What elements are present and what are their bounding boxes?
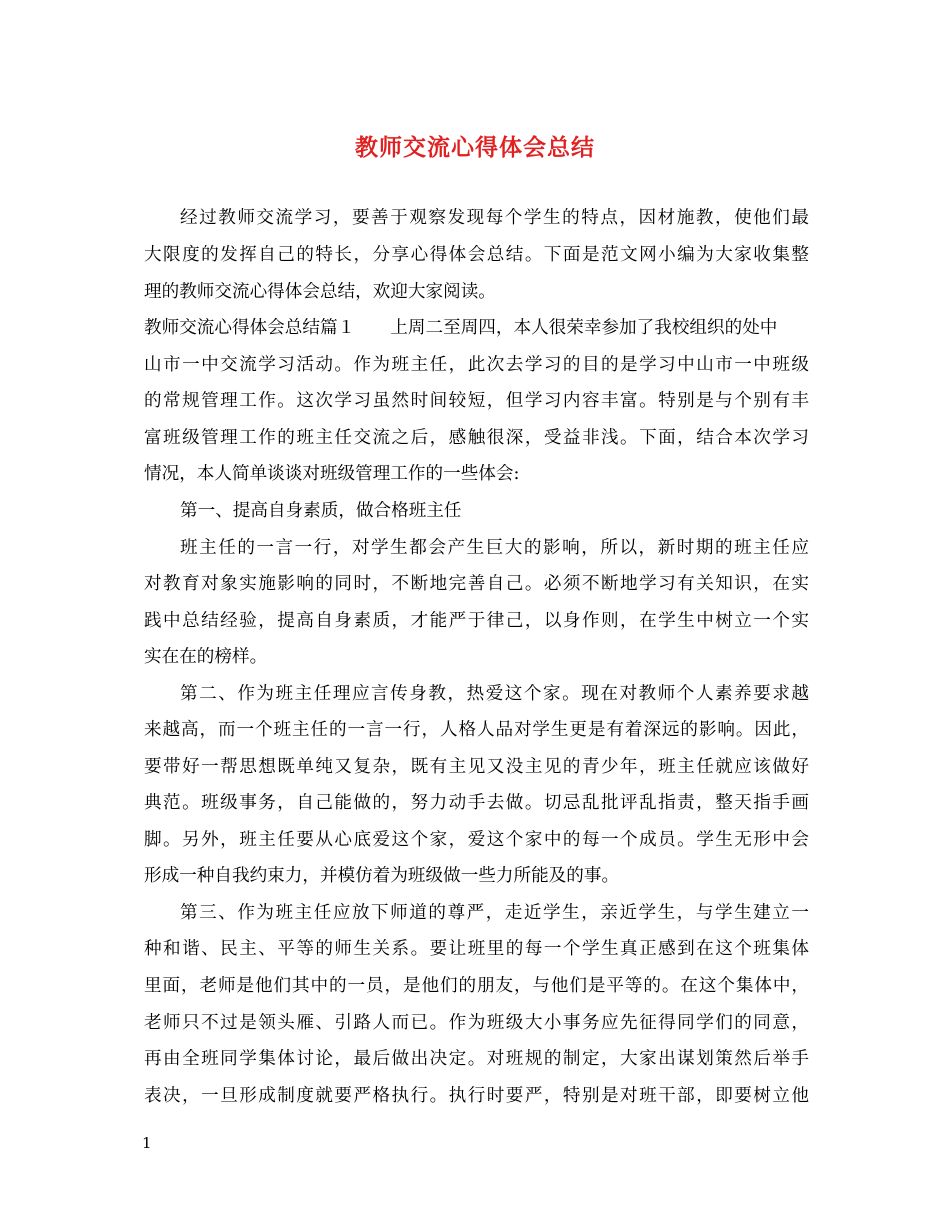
paragraph-line: 形成一种自我约束力，并模仿着为班级做一些力所能及的事。 xyxy=(144,866,620,886)
paragraph-line: 典范。班级事务，自己能做的，努力动手去做。切忌乱批评乱指责，整天指手画 xyxy=(144,793,809,813)
section-heading-line: 第一、提高自身素质，做合格班主任 xyxy=(180,501,462,521)
paragraph-line: 情况，本人简单谈谈对班级管理工作的一些体会: xyxy=(144,464,520,484)
paragraph-line: 富班级管理工作的班主任交流之后，感触很深，受益非浅。下面，结合本次学习 xyxy=(144,428,809,448)
paragraph-line: 第二、作为班主任理应言传身教，热爱这个家。现在对教师个人素养要求越 xyxy=(180,684,809,704)
paragraph-line: 经过教师交流学习，要善于观察发现每个学生的特点，因材施教，使他们最 xyxy=(180,208,809,228)
paragraph-line: 要带好一帮思想既单纯又复杂，既有主见又没主见的青少年，班主任就应该做好 xyxy=(144,757,809,777)
paragraph-line: 对教育对象实施影响的同时，不断地完善自己。必须不断地学习有关知识，在实 xyxy=(144,574,809,594)
page-number: 1 xyxy=(142,1134,152,1152)
paragraph-line: 教师交流心得体会总结篇１ 上周二至周四，本人很荣幸参加了我校组织的处中 xyxy=(144,318,778,338)
paragraph-line: 大限度的发挥自己的特长，分享心得体会总结。下面是范文网小编为大家收集整 xyxy=(144,245,809,265)
paragraph-line: 里面，老师是他们其中的一员，是他们的朋友，与他们是平等的。在这个集体中， xyxy=(144,976,809,996)
paragraph-line: 践中总结经验，提高自身素质，才能严于律己，以身作则，在学生中树立一个实 xyxy=(144,611,809,631)
paragraph-line: 班主任的一言一行，对学生都会产生巨大的影响，所以，新时期的班主任应 xyxy=(180,538,809,558)
paragraph-line: 再由全班同学集体讨论，最后做出决定。对班规的制定，大家出谋划策然后举手 xyxy=(144,1049,809,1069)
paragraph-line: 脚。另外，班主任要从心底爱这个家，爱这个家中的每一个成员。学生无形中会 xyxy=(144,830,809,850)
paragraph-line: 老师只不过是领头雁、引路人而已。作为班级大小事务应先征得同学们的同意， xyxy=(144,1013,809,1033)
paragraph-line: 山市一中交流学习活动。作为班主任，此次去学习的目的是学习中山市一中班级 xyxy=(144,355,809,375)
paragraph-line: 理的教师交流心得体会总结，欢迎大家阅读。 xyxy=(144,282,496,302)
paragraph-line: 种和谐、民主、平等的师生关系。要让班里的每一个学生真正感到在这个班集体 xyxy=(144,939,809,959)
paragraph-line: 来越高，而一个班主任的一言一行，人格人品对学生更是有着深远的影响。因此， xyxy=(144,720,809,740)
paragraph-line: 的常规管理工作。这次学习虽然时间较短，但学习内容丰富。特别是与个别有丰 xyxy=(144,391,809,411)
paragraph-line: 实在在的榜样。 xyxy=(144,647,268,667)
paragraph-line: 表决，一旦形成制度就要严格执行。执行时要严，特别是对班干部，即要树立他 xyxy=(144,1086,809,1106)
document-title: 教师交流心得体会总结 xyxy=(355,134,595,161)
paragraph-line: 第三、作为班主任应放下师道的尊严，走近学生，亲近学生，与学生建立一 xyxy=(180,903,809,923)
